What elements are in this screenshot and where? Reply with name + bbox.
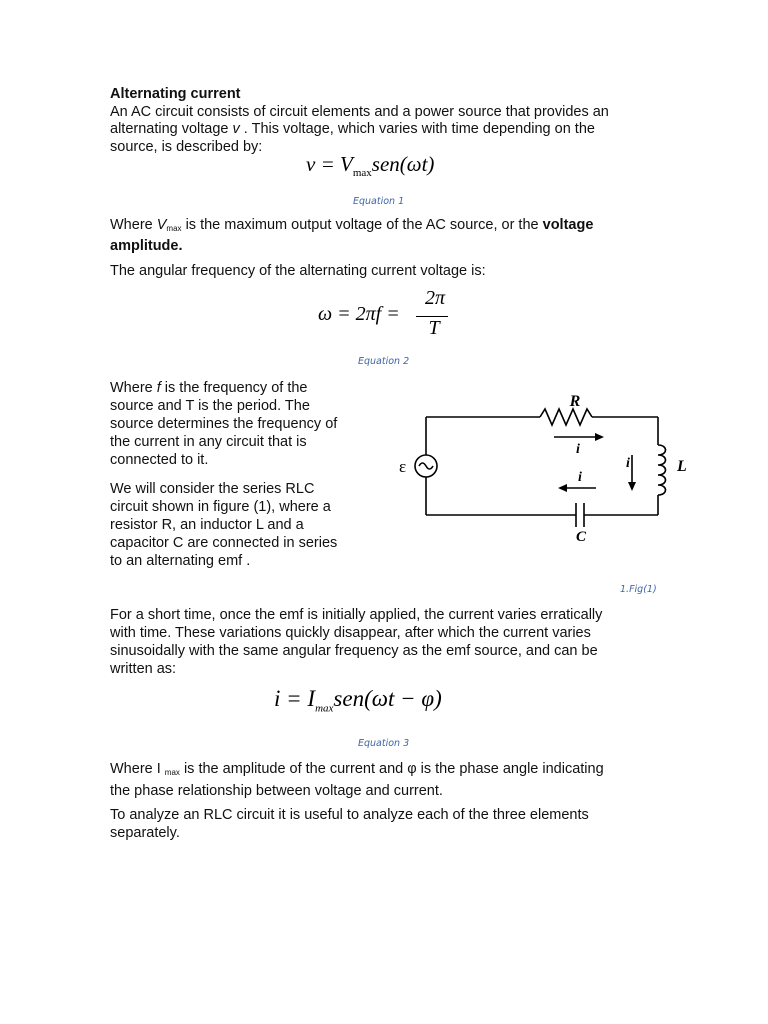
figure-1-caption: 1.Fig(1) xyxy=(620,584,657,595)
equation-3: $i = I_{max}sen(\omega t - \varphi)$ xyxy=(274,686,442,715)
emf-label: ε xyxy=(399,457,407,476)
intro-section xyxy=(110,86,670,156)
resistor-symbol xyxy=(540,409,592,425)
capacitor-label: C xyxy=(575,529,587,545)
equation-3-caption: Equation 3 xyxy=(358,738,410,749)
arrowhead-bottom-icon xyxy=(558,484,567,492)
current-label-bottom: i xyxy=(578,470,582,485)
equation-1: $v = V_{max}sen(\omega t)$ xyxy=(306,152,435,180)
current-label-right: i xyxy=(626,456,630,471)
equation-2-lhs: ω = 2πf = xyxy=(318,303,400,325)
arrowhead-right-icon xyxy=(628,482,636,491)
intro-line-3: source, is described by: xyxy=(110,138,263,155)
intro-line-1: An AC circuit consists of circuit elements and a power source that provides an xyxy=(110,103,609,120)
rlc-circuit-diagram xyxy=(380,385,710,550)
rlc-paragraph: We will consider the series RLC circuit shown in figure (1), where a resistor R, an inductor L and a capacitor C are connected in series to an alternating emf . xyxy=(110,481,338,569)
equation-2-caption: Equation 2 xyxy=(358,356,410,367)
imax-paragraph: Where I $_{max}$ is the amplitude of the current and φ is the phase angle indicating the phase relationship between voltage and current. xyxy=(110,761,604,799)
current-label-top: i xyxy=(576,442,580,457)
frequency-paragraph: Where f is the frequency of the source and T is the period. The source determines the frequency of the current in any circuit that is connected to it. xyxy=(110,380,338,468)
page-title: Alternating current xyxy=(110,86,241,102)
angular-frequency-paragraph: The angular frequency of the alternating current voltage is: xyxy=(110,263,486,279)
arrowhead-top-icon xyxy=(595,433,604,441)
equation-2-denominator: T xyxy=(428,317,440,339)
equation-1-caption: Equation 1 xyxy=(353,196,405,207)
inductor-label: L xyxy=(677,458,687,475)
intro-line-2: alternating voltage v . This voltage, which varies with time depending on the xyxy=(110,121,595,137)
ac-sine-icon xyxy=(419,463,433,469)
resistor-label: R xyxy=(569,393,581,410)
vmax-paragraph: Where $V_{max}$ is the maximum output voltage of the AC source, or the voltage amplitude. xyxy=(110,217,594,254)
equation-2-numerator: 2π xyxy=(424,287,446,309)
inductor-symbol xyxy=(658,445,666,495)
analyze-paragraph: To analyze an RLC circuit it is useful to analyze each of the three elements separately. xyxy=(110,807,589,841)
short-time-paragraph: For a short time, once the emf is initially applied, the current varies erratically with time. These variations quickly disappear, after which the current varies sinusoidally with the same angular frequency as the emf source, and can be written as: xyxy=(110,607,603,677)
